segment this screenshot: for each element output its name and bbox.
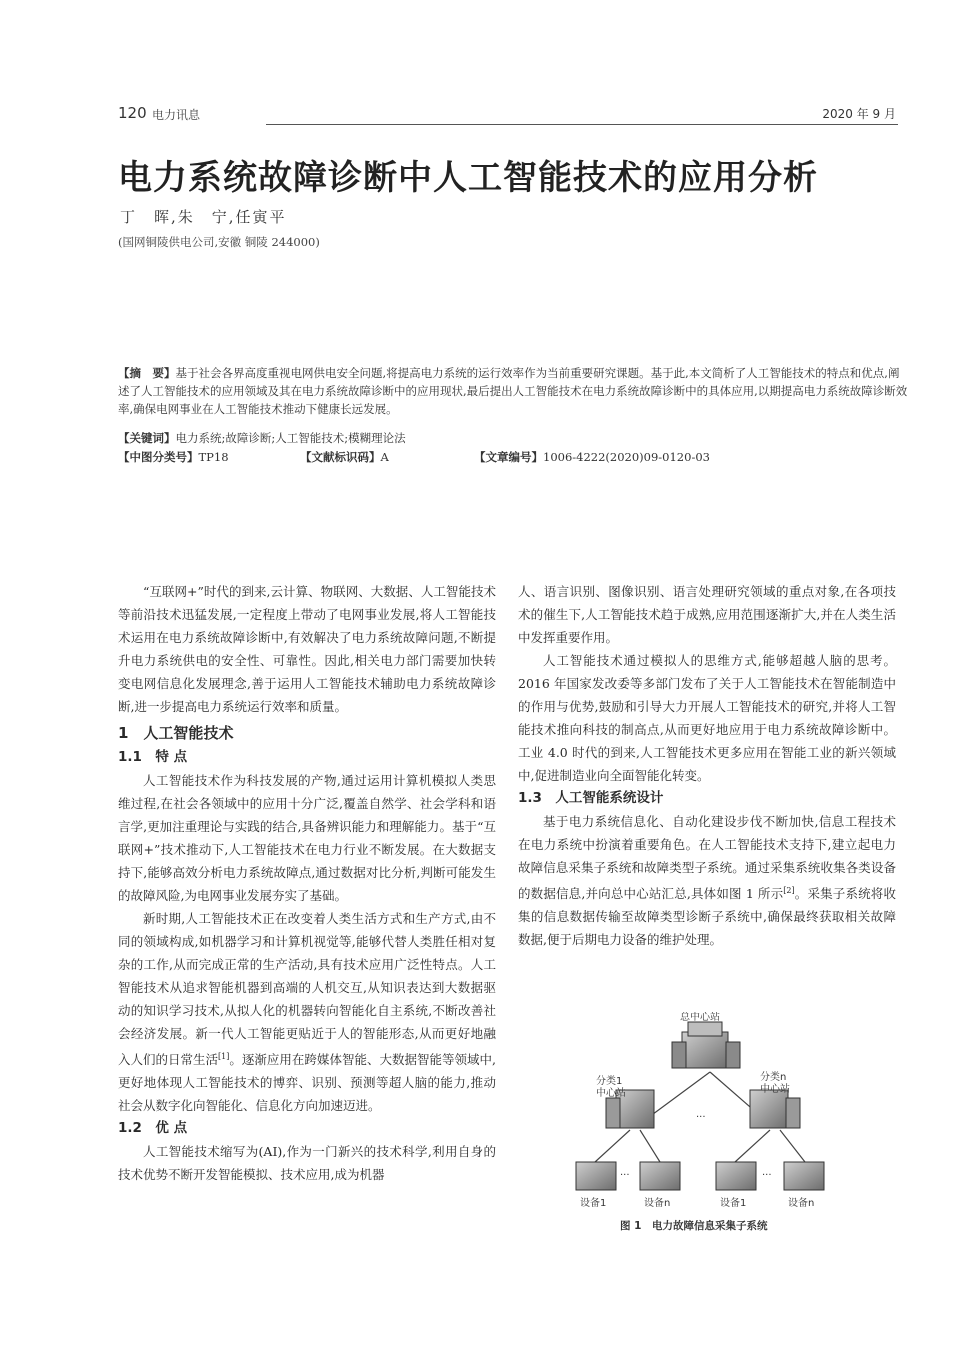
left-column — [118, 580, 496, 1186]
running-header — [118, 104, 898, 126]
page-number: 120 — [118, 104, 147, 122]
device-1b-icon — [716, 1162, 756, 1190]
ellipsis-left: ··· — [620, 1170, 630, 1181]
paragraph-1-3a: 基于电力系统信息化、自动化建设步伐不断加快,信息工程技术在电力系统中扮演着重要角色。在人工智能技术支持下,建立起电力故障信息采集子系统和故障类型子系统。通过采集系统收集各类设备的数据信息,并向总中心站汇总,具体如图 1 所示[2]。采集子系统将收集的信息数据传输至故障类型诊断子系统中,确保最终获取相关故障数据,便于后期电力设备的维护处理。 — [518, 814, 896, 948]
classification-line — [118, 448, 908, 466]
label-category-1: 分类1 — [596, 1076, 623, 1087]
device-1a-icon — [576, 1162, 616, 1190]
paper-title: 电力系统故障诊断中人工智能技术的应用分析 — [118, 158, 818, 198]
category-n-station-server-icon — [750, 1090, 800, 1128]
ellipsis-middle: ··· — [696, 1112, 706, 1123]
clc-number: 【中图分类号】TP18 — [118, 450, 229, 464]
subsection-heading-1-1: 1.1 特 点 — [118, 749, 188, 765]
paragraph-1-2a: 人工智能技术缩写为(AI),作为一门新兴的技术科学,利用自身的技术优势不断开发智能模拟、技术应用,成为机器 — [118, 1144, 496, 1183]
right-column — [518, 580, 896, 951]
figure-1-caption: 图 1 电力故障信息采集子系统 — [620, 1220, 768, 1232]
affiliation: (国网铜陵供电公司,安徽 铜陵 244000) — [118, 235, 320, 249]
keywords-text: 电力系统;故障诊断;人工智能技术;模糊理论法 — [175, 431, 406, 445]
header-rule — [266, 124, 898, 125]
device-na-icon — [640, 1162, 680, 1190]
subsection-heading-1-3: 1.3 人工智能系统设计 — [518, 790, 664, 806]
keywords-label: 【关键词】 — [118, 431, 176, 445]
abstract-text: 基于社会各界高度重视电网供电安全问题,将提高电力系统的运行效率作为当前重要研究课题。基于此,本文简析了人工智能技术的特点和优点,阐述了人工智能技术的应用领域及其在电力系统故障诊断中的应用现状,最后提出人工智能技术在电力系统故障诊断中的具体应用,以期提高电力系统故障诊断效率,确保电网事业在人工智能技术推动下健康长远发展。 — [118, 366, 908, 416]
citation-1: [1] — [218, 1052, 230, 1061]
journal-name: 电力讯息 — [152, 108, 201, 122]
abstract — [118, 364, 908, 418]
device-nb-icon — [784, 1162, 824, 1190]
paragraph-1-1a: 人工智能技术作为科技发展的产物,通过运用计算机模拟人类思维过程,在社会各领域中的应用十分广泛,覆盖自然学、社会学科和语言学,更加注重理论与实践的结合,具备辨识能力和理解能力。基于“互联网+”技术推动下,人工智能技术在电力行业不断发展。在大数据支持下,能够高效分析电力系统故障点,通过数据对比分析,判断可能发生的故障风险,为电网事业发展夯实了基础。 — [118, 773, 496, 903]
label-category-1-station: 中心站 — [596, 1088, 626, 1099]
label-category-n: 分类n — [760, 1072, 787, 1083]
master-station-server-icon — [672, 1022, 740, 1068]
authors: 丁 晖,朱 宁,任寅平 — [120, 208, 287, 226]
paragraph-1-2b: 人工智能技术通过模拟人的思维方式,能够超越人脑的思考。2016 年国家发改委等多部门发布了关于人工智能技术在智能制造中的作用与优势,鼓励和引导大力开展人工智能技术的研究,并将人工智能技术推向科技的制高点,从而更好地应用于电力系统故障诊断中。工业 4.0 时代的到来,人工智能技术更多应用在智能工业的新兴领域中,促进制造业向全面智能化转变。 — [518, 653, 896, 783]
keywords — [118, 429, 908, 447]
label-category-n-station: 中心站 — [760, 1084, 790, 1095]
label-master-station: 总中心站 — [680, 1012, 720, 1023]
label-device-nb: 设备n — [788, 1198, 815, 1209]
paragraph-1-2a-continued: 人、语言识别、图像识别、语言处理研究领域的重点对象,在各项技术的催生下,人工智能技术趋于成熟,应用范围逐渐扩大,并在人类生活中发挥重要作用。 — [518, 584, 896, 645]
intro-paragraph: “互联网+”时代的到来,云计算、物联网、大数据、人工智能技术等前沿技术迅猛发展,一定程度上带动了电网事业发展,将人工智能技术运用在电力系统故障诊断中,有效解决了电力系统故障问题,不断提升电力系统供电的安全性、可靠性。因此,相关电力部门需要加快转变电网信息化发展理念,善于运用人工智能技术辅助电力系统故障诊断,进一步提高电力系统运行效率和质量。 — [118, 584, 496, 714]
issue-date: 2020 年 9 月 — [822, 107, 896, 121]
device-icons — [576, 1162, 824, 1190]
article-number: 【文章编号】1006-4222(2020)09-0120-03 — [474, 450, 710, 464]
document-code: 【文献标识码】A — [300, 450, 389, 464]
paragraph-1-1b: 新时期,人工智能技术正在改变着人类生活方式和生产方式,由不同的领域构成,如机器学习和计算机视觉等,能够代替人类胜任相对复杂的工作,从而完成正常的生产活动,具有技术应用广泛性特点。人工智能技术从追求智能机器到高端的人机交互,从知识表达到大数据驱动的知识学习技术,从拟人化的机器转向智能化自主系统,不断改善社会经济发展。新一代人工智能更贴近于人的智能形态,从而更好地融入人们的日常生活[1]。逐渐应用在跨媒体智能、大数据智能等领域中,更好地体现人工智能技术的博弈、识别、预测等超人脑的能力,推动社会从数字化向智能化、信息化方向加速迈进。 — [118, 911, 496, 1114]
section-heading-1: 1 人工智能技术 — [118, 724, 234, 742]
label-device-1b: 设备1 — [720, 1198, 747, 1209]
abstract-label: 【摘 要】 — [118, 366, 176, 380]
ellipsis-right: ··· — [762, 1170, 772, 1181]
label-device-na: 设备n — [644, 1198, 671, 1209]
subsection-heading-1-2: 1.2 优 点 — [118, 1120, 188, 1137]
citation-2: [2] — [783, 886, 795, 895]
label-device-1a: 设备1 — [580, 1198, 607, 1209]
figure-1-diagram — [560, 1012, 890, 1212]
